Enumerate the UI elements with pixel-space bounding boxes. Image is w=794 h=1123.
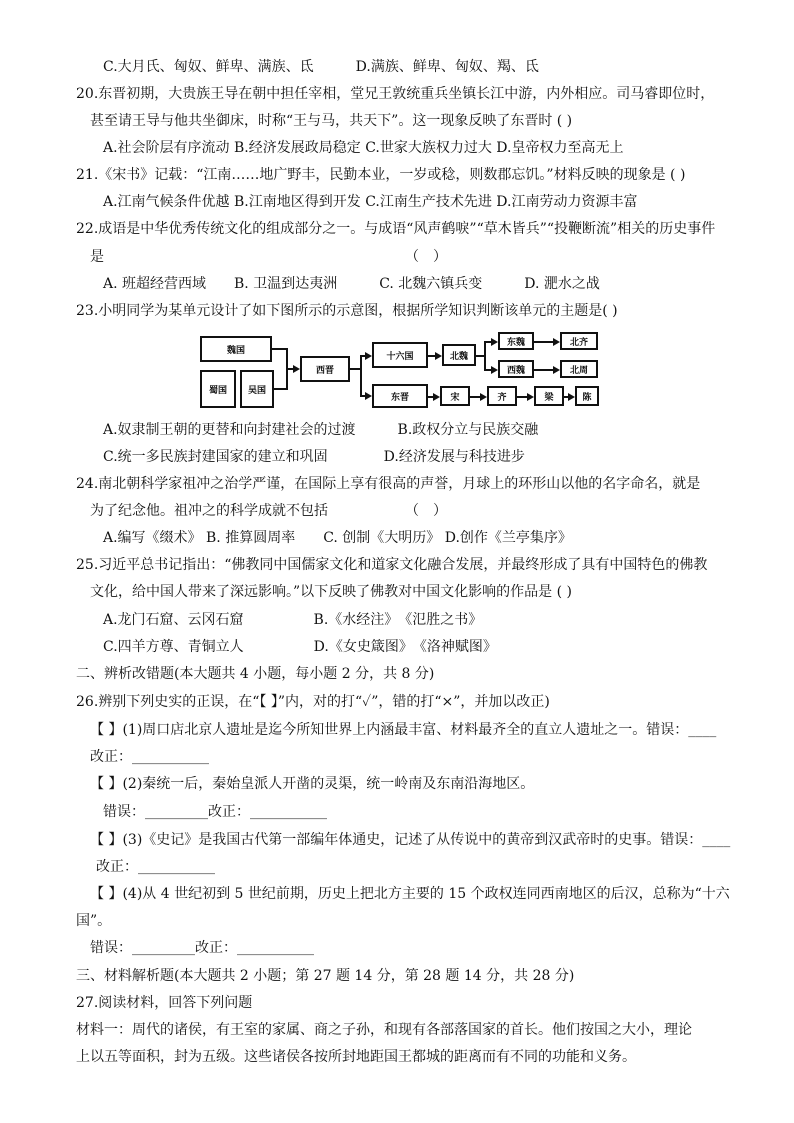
- box-song: 宋: [440, 386, 470, 406]
- q22-stem-line1: 22.成语是中华优秀传统文化的组成部分之一。与成语“风声鹤唳”“草木皆兵”“投鞭断流”相关的历史事件: [76, 221, 716, 237]
- q26-item3: 【 】(3)《史记》是我国古代第一部编年体通史，记述了从传说中的黄帝到汉武帝时的史事。错误：____: [90, 832, 731, 848]
- q21-options: A.江南气候条件优越 B.江南地区得到开发 C.江南生产技术先进 D.江南劳动力资源丰富: [103, 194, 638, 210]
- q27-stem: 27.阅读材料，回答下列问题: [76, 995, 253, 1011]
- box-shu: 蜀国: [200, 370, 236, 408]
- q26-stem: 26.辨别下列史实的正误，在“【 】”内，对的打“✓”，错的打“×”，并加以改正): [76, 694, 550, 710]
- box-beiwei: 北魏: [442, 344, 476, 366]
- q20-stem-line2: 甚至请王导与他共坐御床，时称“王与马，共天下”。这一现象反映了东晋时 ( ): [90, 113, 573, 129]
- q26-item2-answer: 错误：_________改正：___________: [103, 804, 327, 820]
- box-wu: 吴国: [240, 370, 274, 408]
- q26-item4: 【 】(4)从 4 世纪初到 5 世纪前期，历史上把北方主要的 15 个政权连同西南地区的后汉，总称为“十六: [90, 886, 730, 902]
- q23-stem: 23.小明同学为某单元设计了如下图所示的示意图，根据所学知识判断该单元的主题是( ): [76, 303, 618, 319]
- q26-item4-cont: 国”。: [76, 913, 112, 929]
- q26-item4-answer: 错误：_________改正：___________: [90, 940, 314, 956]
- box-liang: 梁: [534, 386, 564, 406]
- q26-item3-correction: 改正：___________: [96, 859, 215, 875]
- q21-stem: 21.《宋书》记载：“江南……地广野丰，民勤本业，一岁或稔，则数郡忘饥。”材料反映的现象是 ( ): [76, 167, 686, 183]
- section-2-heading: 二、辨析改错题(本大题共 4 小题，每小题 2 分，共 8 分): [76, 666, 435, 682]
- section-3-heading: 三、材料解析题(本大题共 2 小题；第 27 题 14 分，第 28 题 14 分，共 28 分): [76, 968, 575, 984]
- q26-item1: 【 】(1)周口店北京人遗址是迄今所知世界上内涵最丰富、材料最齐全的直立人遗址之一。错误：____: [90, 722, 717, 738]
- q25-options-cd: C.四羊方尊、青铜立人 D.《女史箴图》 《洛神赋图》: [103, 639, 497, 655]
- box-xiwei: 西魏: [498, 360, 534, 378]
- box-beizhou: 北周: [560, 360, 598, 378]
- box-xijin: 西晋: [300, 356, 350, 382]
- box-shiliuguo: 十六国: [372, 342, 428, 368]
- q24-stem-line2: 为了纪念他。祖冲之的科学成就不包括 （ ）: [90, 503, 447, 519]
- q27-material1-line1: 材料一：周代的诸侯，有王室的家属、商之子孙，和现有各部落国家的首长。他们按国之大小，理论: [76, 1022, 692, 1038]
- q27-material1-line2: 上以五等面积，封为五级。这些诸侯各按所封地距国王都城的距离而有不同的功能和义务。: [76, 1049, 636, 1065]
- q25-stem-line2: 文化，给中国人带来了深远影响。”以下反映了佛教对中国文化影响的作品是 ( ): [90, 584, 572, 600]
- q25-stem-line1: 25.习近平总书记指出：“佛教同中国儒家文化和道家文化融合发展，并最终形成了具有中国特色的佛教: [76, 557, 708, 573]
- box-qi: 齐: [487, 386, 517, 406]
- q26-item1-correction: 改正：___________: [90, 749, 209, 765]
- q24-stem-line1: 24.南北朝科学家祖冲之治学严谨，在国际上享有很高的声誉，月球上的环形山以他的名字命名，就是: [76, 476, 701, 492]
- q22-stem-line2: 是 （ ）: [90, 249, 447, 265]
- q20-stem-line1: 20.东晋初期，大贵族王导在朝中担任宰相，堂兄王敦统重兵坐镇长江中游，内外相应。司马睿即位时，: [76, 86, 715, 102]
- box-chen: 陈: [575, 386, 599, 406]
- q22-options: A. 班超经营西域 B. 卫温到达夷洲 C. 北魏六镇兵变 D. 淝水之战: [103, 276, 600, 292]
- q23-options-ab: A.奴隶制王朝的更替和向封建社会的过渡 B.政权分立与民族交融: [103, 422, 539, 438]
- box-beiqi: 北齐: [560, 332, 598, 350]
- q26-item2: 【 】(2)秦统一后，秦始皇派人开凿的灵渠，统一岭南及东南沿海地区。: [90, 776, 535, 792]
- box-dongjin: 东晋: [372, 384, 428, 408]
- box-dongwei: 东魏: [498, 332, 534, 350]
- box-wei: 魏国: [200, 336, 272, 362]
- q20-options: A.社会阶层有序流动 B.经济发展政局稳定 C.世家大族权力过大 D.皇帝权力至高无上: [103, 140, 624, 156]
- q23-options-cd: C.统一多民族封建国家的建立和巩固 D.经济发展与科技进步: [103, 449, 525, 465]
- q24-options: A.编写《缀术》 B. 推算圆周率 C. 创制《大明历》 D.创作《兰亭集序》: [103, 530, 572, 546]
- q25-options-ab: A.龙门石窟、云冈石窟 B.《水经注》 《氾胜之书》: [103, 612, 483, 628]
- q19-option-c-d: C.大月氏、匈奴、鲜卑、满族、氐 D.满族、鲜卑、匈奴、羯、氐: [103, 59, 539, 75]
